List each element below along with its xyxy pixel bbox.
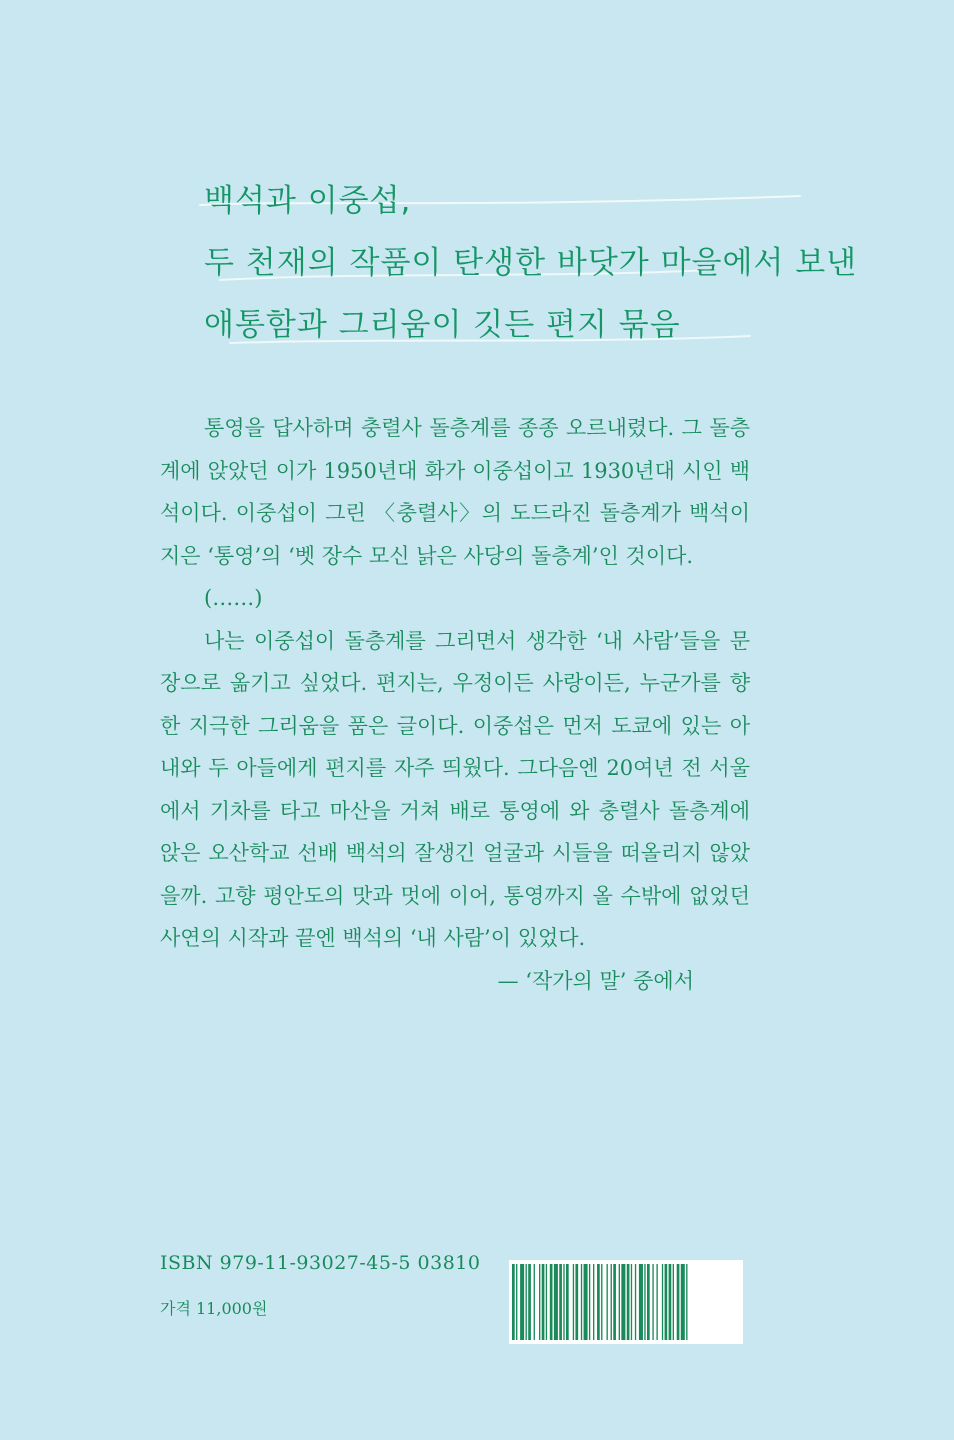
excerpt-ellipsis: (……) bbox=[204, 586, 263, 610]
author-excerpt bbox=[160, 407, 750, 1002]
barcode-bar bbox=[619, 1264, 620, 1340]
headline-line-3: 애통함과 그리움이 깃든 편지 묶음 bbox=[204, 307, 681, 343]
barcode-bar bbox=[520, 1264, 524, 1340]
barcode-bar bbox=[575, 1264, 578, 1340]
barcode-bar bbox=[593, 1264, 594, 1340]
barcode-bar bbox=[652, 1264, 653, 1340]
barcode-bar bbox=[673, 1264, 674, 1340]
barcode-bar bbox=[584, 1264, 588, 1340]
barcode-bar bbox=[534, 1264, 535, 1340]
barcode-bar bbox=[613, 1264, 616, 1340]
barcode-bar bbox=[639, 1264, 643, 1340]
barcode-bar bbox=[621, 1264, 625, 1340]
headline-line-1: 백석과 이중섭, bbox=[204, 183, 412, 219]
barcode-bar bbox=[601, 1264, 602, 1340]
barcode-bar bbox=[559, 1264, 562, 1340]
barcode bbox=[509, 1260, 743, 1344]
barcode-bar bbox=[512, 1264, 515, 1340]
barcode-bar bbox=[627, 1264, 630, 1340]
barcode-bar bbox=[573, 1264, 574, 1340]
excerpt-attribution: — ‘작가의 말’ 중에서 bbox=[497, 968, 694, 993]
barcode-bar bbox=[516, 1264, 517, 1340]
excerpt-paragraph-2: 나는 이중섭이 돌층계를 그리면서 생각한 ‘내 사람’들을 문장으로 옮기고 싶었다. 편지는, 우정이든 사랑이든, 누군가를 향한 지극한 그리움을 품은 글이다. 이중섭은 먼저 도쿄에 있는 아내와 두 아들에게 편지를 자주 띄웠다. 그다음엔 20여년 전 서울에서 기차를 타고 마산을 거쳐 배로 통영에 와 충렬사 돌층계에 앉은 오산학교 선배 백석의 잘생긴 얼굴과 시들을 떠올리지 않았을까. 고향 평안도의 맛과 멋에 이어, 통영까지 올 수밖에 없었던 사연의 시작과 끝엔 백석의 ‘내 사람’이 있었다. bbox=[160, 628, 750, 950]
price-label: 가격 11,000원 bbox=[160, 1299, 268, 1318]
headline-line-2: 두 천재의 작품이 탄생한 바닷가 마을에서 보낸 bbox=[204, 245, 858, 281]
barcode-bar bbox=[528, 1264, 531, 1340]
barcode-bar bbox=[686, 1264, 687, 1340]
barcode-bar bbox=[526, 1264, 527, 1340]
barcode-bar bbox=[669, 1264, 672, 1340]
barcode-bar bbox=[563, 1264, 564, 1340]
barcode-bar bbox=[581, 1264, 582, 1340]
headline bbox=[204, 170, 858, 356]
excerpt-paragraph-1: 통영을 답사하며 충렬사 돌층계를 종종 오르내렸다. 그 돌층계에 앉았던 이가 1950년대 화가 이중섭이고 1930년대 시인 백석이다. 이중섭이 그린 〈충렬사〉의 도드라진 돌층계가 백석이 지은 ‘통영’의 ‘벳 장수 모신 낡은 사당의 돌층계’인 것이다. bbox=[160, 416, 750, 568]
barcode-bar bbox=[550, 1264, 553, 1340]
barcode-bar bbox=[554, 1264, 558, 1340]
barcode-bar bbox=[566, 1264, 569, 1340]
isbn-number: ISBN 979-11-93027-45-5 03810 bbox=[160, 1252, 481, 1274]
barcode-bar bbox=[546, 1264, 547, 1340]
barcode-bar bbox=[589, 1264, 590, 1340]
barcode-bar bbox=[647, 1264, 650, 1340]
barcode-bar bbox=[611, 1264, 612, 1340]
barcode-bar bbox=[542, 1264, 545, 1340]
barcode-bar bbox=[662, 1264, 663, 1340]
barcode-bar bbox=[665, 1264, 668, 1340]
barcode-bar bbox=[644, 1264, 645, 1340]
barcode-bar bbox=[681, 1264, 685, 1340]
barcode-bar bbox=[677, 1264, 680, 1340]
barcode-bar bbox=[539, 1264, 540, 1340]
barcode-bar bbox=[597, 1264, 600, 1340]
barcode-bar bbox=[635, 1264, 636, 1340]
barcode-bar bbox=[607, 1264, 608, 1340]
barcode-bar bbox=[631, 1264, 632, 1340]
barcode-bar bbox=[656, 1264, 657, 1340]
